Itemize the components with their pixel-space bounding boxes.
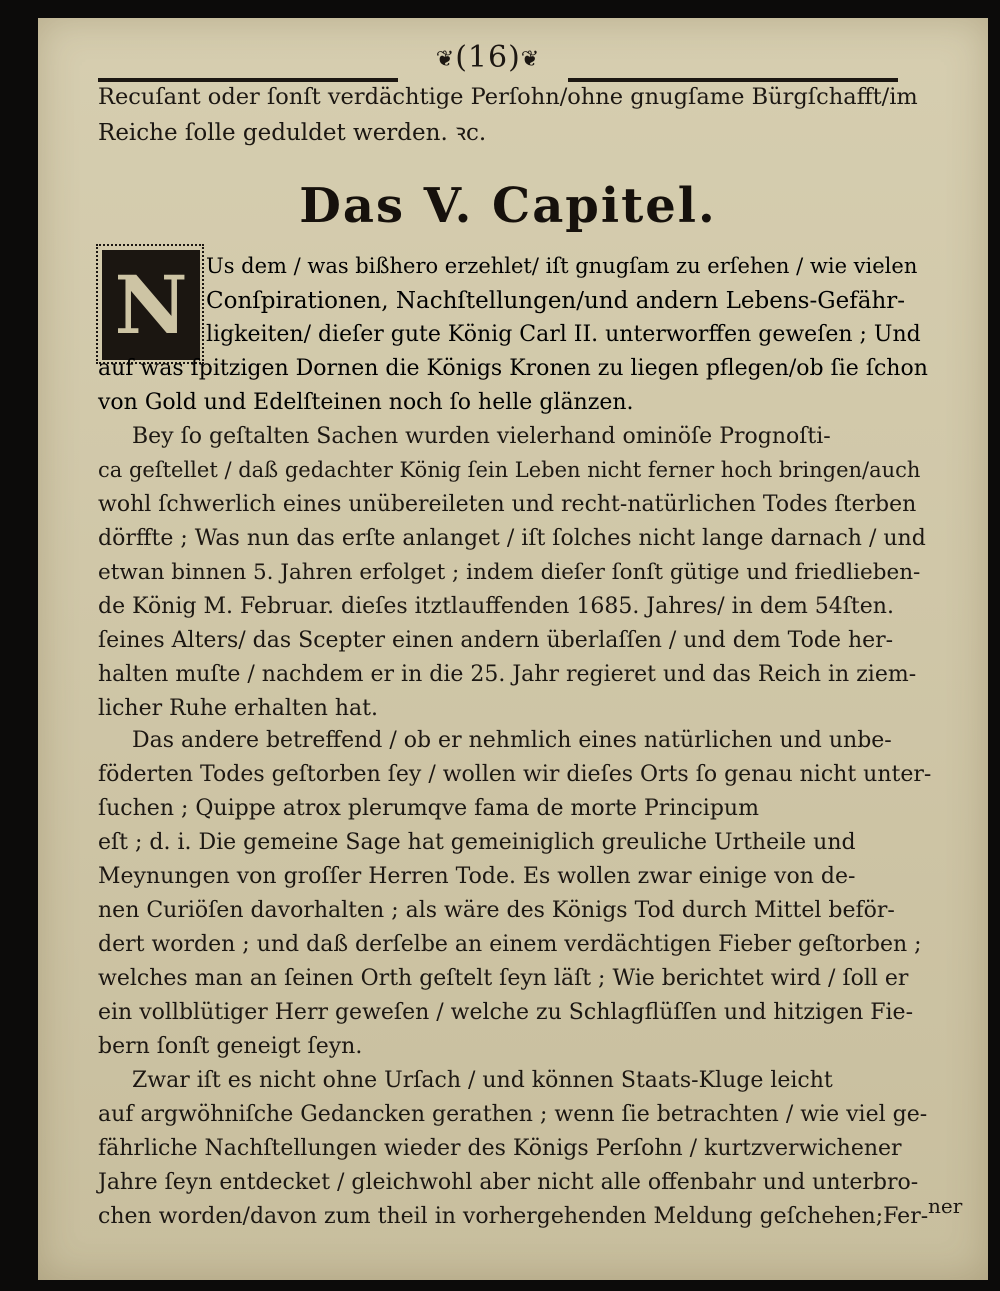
text-line: von Gold und Edelſteinen noch ſo helle glänzen. — [98, 390, 634, 415]
text-line: halten muſte / nachdem er in die 25. Jahr regieret und das Reich in ziem- — [98, 662, 917, 687]
text-line: licher Ruhe erhalten hat. — [98, 696, 379, 721]
text-line: etwan binnen 5. Jahren erfolget ; indem dieſer ſonſt gütige und friedlieben- — [98, 560, 921, 585]
text-line: chen worden/davon zum theil in vorhergehenden Meldung geſchehen;Fer- — [98, 1204, 929, 1229]
chapter-title: Das V. Capitel. — [299, 178, 717, 234]
text-line: ein vollblütiger Herr geweſen / welche zu Schlagflüſſen und hitzigen Fie- — [98, 1000, 914, 1025]
text-line: Zwar iſt es nicht ohne Urſach / und können Staats-Kluge leicht — [132, 1068, 833, 1093]
text-line: auf was ſpitzigen Dornen die Königs Kronen zu liegen pflegen/ob ſie ſchon — [98, 356, 928, 381]
text-line: de König M. Februar. dieſes itztlauffenden 1685. Jahres/ in dem 54ſten. — [98, 594, 894, 619]
text-line: dert worden ; und daß derſelbe an einem verdächtigen Fieber geſtorben ; — [98, 932, 922, 957]
text-line: Conſpirationen, Nachſtellungen/und andern Lebens-Gefähr- — [206, 288, 906, 314]
text-line: Bey ſo geſtalten Sachen wurden vielerhand ominöſe Prognoſti- — [132, 424, 831, 449]
text-line: föderten Todes geſtorben ſey / wollen wir dieſes Orts ſo genau nicht unter- — [98, 762, 932, 787]
text-line: dörffte ; Was nun das erſte anlanget / iſt ſolches nicht lange darnach / und — [98, 526, 926, 551]
page-number — [418, 40, 558, 75]
text-line: welches man an ſeinen Orth geſtelt ſeyn läſt ; Wie berichtet wird / ſoll er — [98, 966, 909, 991]
text-line: Jahre ſeyn entdecket / gleichwohl aber nicht alle offenbahr und unterbro- — [98, 1170, 919, 1195]
text-line: bern ſonſt geneigt ſeyn. — [98, 1034, 363, 1059]
ornament-right-icon: ❦ — [520, 46, 541, 72]
ornament-left-icon: ❦ — [435, 46, 456, 72]
page-number-text: (16) — [455, 40, 521, 75]
text-line: Us dem / was bißhero erzehlet/ iſt gnugſam zu erſehen / wie vielen — [206, 254, 918, 278]
text-line: Das andere betreffend / ob er nehmlich eines natürlichen und unbe- — [132, 728, 892, 753]
drop-cap: N — [102, 250, 200, 360]
text-line: ſeines Alters/ das Scepter einen andern überlaſſen / und dem Tode her- — [98, 628, 894, 653]
text-line: auf argwöhniſche Gedancken gerathen ; wenn ſie betrachten / wie viel ge- — [98, 1102, 928, 1127]
text-line: ſuchen ; Quippe atrox plerumqve fama de morte Principum — [98, 796, 759, 821]
text-line: eſt ; d. i. Die gemeine Sage hat gemeiniglich greuliche Urtheile und — [98, 830, 856, 855]
text-line: Reiche ſolle geduldet werden. ꝛc. — [98, 120, 487, 146]
text-line: ca geſtellet / daß gedachter König ſein Leben nicht ferner hoch bringen/auch — [98, 458, 921, 482]
text-line: Recuſant oder ſonſt verdächtige Perſohn/ohne gnugſame Bürgſchafft/im — [98, 84, 918, 110]
text-line: nen Curiöſen davorhalten ; als wäre des Königs Tod durch Mittel beför- — [98, 898, 895, 923]
text-line: wohl ſchwerlich eines unübereileten und recht-natürlichen Todes ſterben — [98, 492, 917, 517]
text-line: Meynungen von groſſer Herren Tode. Es wollen zwar einige von de- — [98, 864, 856, 889]
text-line: fährliche Nachſtellungen wieder des Königs Perſohn / kurtzverwichener — [98, 1136, 902, 1161]
text-line: ligkeiten/ dieſer gute König Carl II. unterworffen geweſen ; Und — [206, 322, 921, 347]
catchword: ner — [928, 1194, 963, 1218]
